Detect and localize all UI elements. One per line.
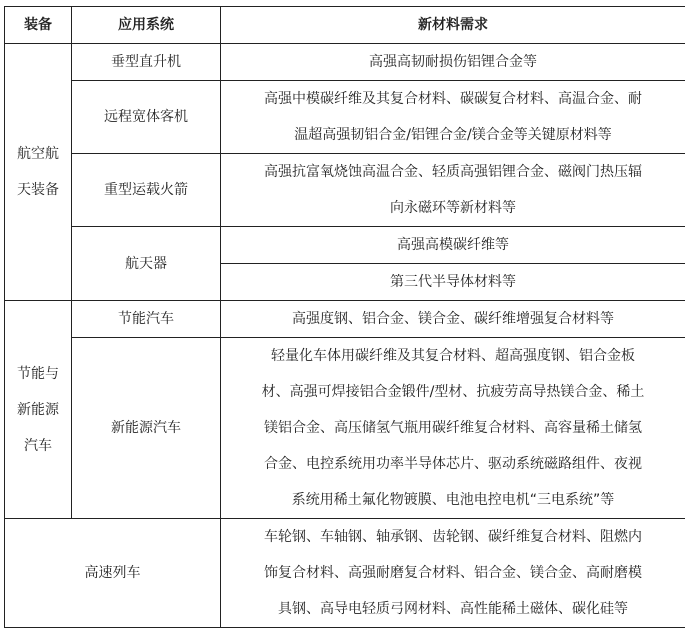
system-cell: 新能源汽车 [72,338,221,519]
system-cell: 重型运载火箭 [72,154,221,227]
table-row [5,81,685,154]
header-system: 应用系统 [72,7,221,44]
needs-line: 合金、电控系统用功率半导体芯片、驱动系统磁路组件、夜视 [227,446,679,482]
table-row [5,154,685,227]
group-label-line: 节能与 [11,356,65,392]
needs-cell [221,81,685,154]
needs-cell [221,519,685,628]
needs-line: 高强高模碳纤维等 [227,227,679,263]
needs-line: 温超高强韧铝合金/铝锂合金/镁合金等关键原材料等 [227,117,679,153]
needs-line: 向永磁环等新材料等 [227,190,679,226]
needs-line: 高强度钢、铝合金、镁合金、碳纤维增强复合材料等 [227,301,679,337]
group-label-line: 天装备 [11,172,65,208]
needs-line: 轻量化车体用碳纤维及其复合材料、超高强度钢、铝合金板 [227,338,679,374]
group-high-speed-rail: 高速列车 [5,519,221,628]
table-row [5,338,685,519]
group-aerospace [5,44,72,301]
needs-line: 材、高强可焊接铝合金锻件/型材、抗疲劳高导热镁合金、稀土 [227,374,679,410]
group-label-line: 汽车 [11,428,65,464]
system-cell: 远程宽体客机 [72,81,221,154]
group-label-line: 航空航 [11,136,65,172]
group-label-line: 新能源 [11,392,65,428]
needs-line: 第三代半导体材料等 [227,264,679,300]
needs-cell [221,301,685,338]
table-row [5,227,685,264]
system-cell: 垂型直升机 [72,44,221,81]
header-needs: 新材料需求 [221,7,685,44]
materials-table [4,6,685,628]
needs-cell [221,44,685,81]
header-row [5,7,685,44]
system-cell: 节能汽车 [72,301,221,338]
needs-line: 镁铝合金、高压储氢气瓶用碳纤维复合材料、高容量稀土储氢 [227,410,679,446]
needs-line: 系统用稀土氟化物镀膜、电池电控电机“三电系统”等 [227,482,679,518]
needs-line: 高强中模碳纤维及其复合材料、碳碳复合材料、高温合金、耐 [227,81,679,117]
needs-line: 车轮钢、车轴钢、轴承钢、齿轮钢、碳纤维复合材料、阻燃内 [227,519,679,555]
needs-line: 高强抗富氧烧蚀高温合金、轻质高强铝锂合金、磁阀门热压辐 [227,154,679,190]
needs-cell [221,338,685,519]
needs-cell [221,227,685,264]
table-row [5,44,685,81]
needs-line: 高强高韧耐损伤铝锂合金等 [227,44,679,80]
system-cell: 航天器 [72,227,221,301]
header-equipment: 装备 [5,7,72,44]
needs-line: 具钢、高导电轻质弓网材料、高性能稀土磁体、碳化硅等 [227,591,679,627]
table-row [5,301,685,338]
needs-line: 饰复合材料、高强耐磨复合材料、铝合金、镁合金、高耐磨模 [227,555,679,591]
table-row [5,519,685,628]
group-automotive [5,301,72,519]
needs-cell [221,154,685,227]
needs-cell [221,264,685,301]
